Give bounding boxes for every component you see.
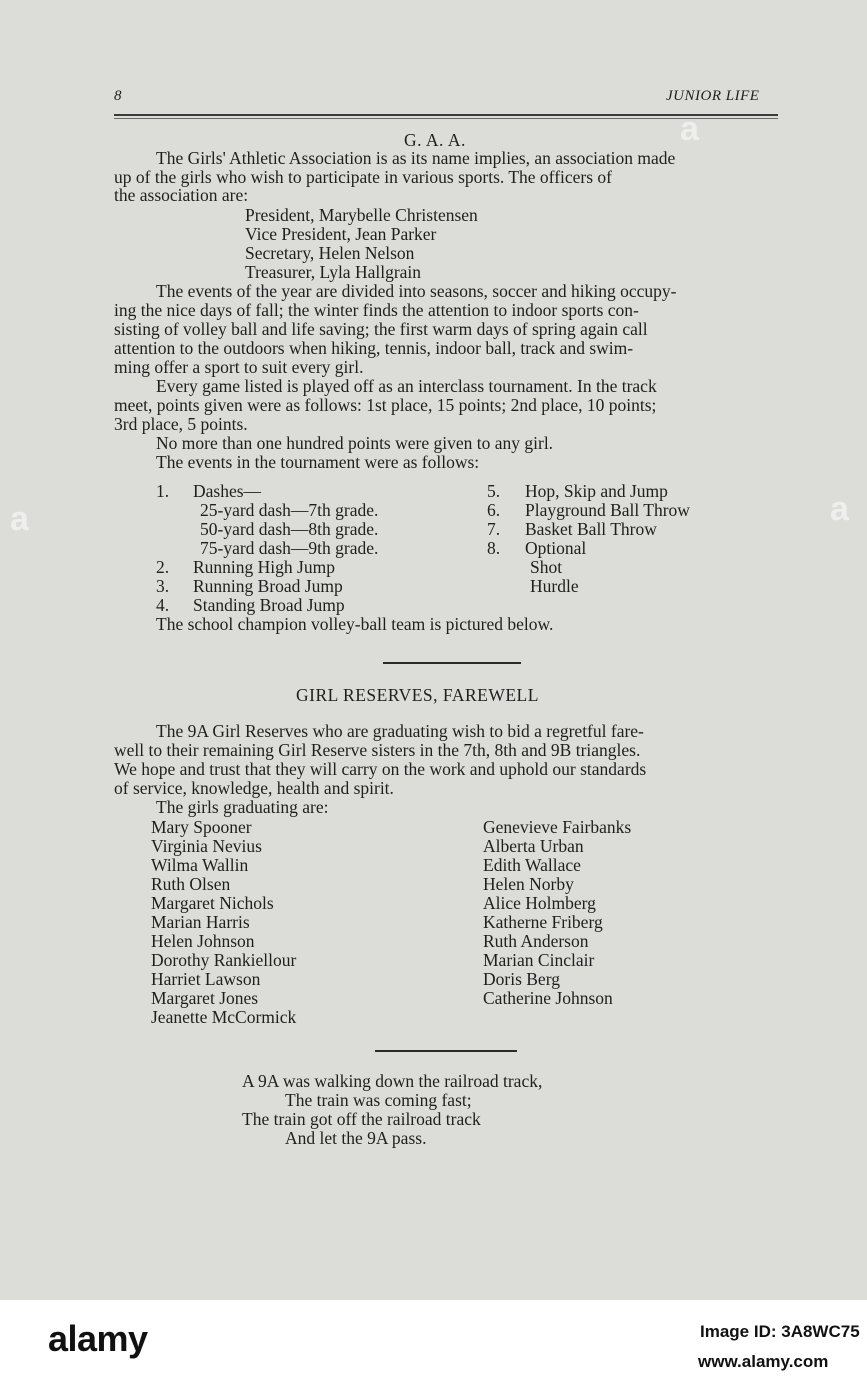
watermark-mark: a (10, 500, 29, 538)
page-number: 8 (114, 88, 122, 104)
list-item: Harriet Lawson (151, 969, 261, 989)
watermark-mark: a (830, 490, 849, 528)
text-line: attention to the outdoors when hiking, tennis, indoor ball, track and swim- (114, 338, 634, 358)
gaa-closing: The school champion volley-ball team is pictured below. (156, 614, 554, 634)
text-line: meet, points given were as follows: 1st place, 15 points; 2nd place, 10 points; (114, 395, 657, 415)
list-item: Optional (525, 538, 587, 558)
stock-footer (0, 1300, 867, 1390)
officer-president: President, Marybelle Christensen (245, 205, 478, 225)
text-line: up of the girls who wish to participate in various sports. The officers of (114, 166, 613, 187)
list-num: 5. (487, 481, 501, 501)
list-item: Helen Johnson (151, 931, 255, 951)
text-line: the association are: (114, 185, 249, 206)
site-url: www.alamy.com (698, 1352, 829, 1371)
list-item: Dorothy Rankiellour (151, 950, 297, 970)
list-item: Genevieve Fairbanks (483, 817, 632, 837)
officer-secretary: Secretary, Helen Nelson (245, 243, 415, 263)
list-item: Hop, Skip and Jump (525, 481, 668, 501)
list-item: Playground Ball Throw (525, 500, 690, 520)
graduating-intro: The girls graduating are: (156, 797, 329, 817)
list-item: Dashes— (193, 481, 262, 501)
list-num: 2. (156, 557, 170, 577)
list-item: 50-yard dash—8th grade. (200, 519, 379, 539)
list-item: Catherine Johnson (483, 988, 613, 1008)
list-item: Marian Harris (151, 912, 250, 932)
list-item: Margaret Nichols (151, 893, 274, 913)
text-line: sisting of volley ball and life saving; the first warm days of spring again call (114, 319, 648, 339)
list-item: 75-yard dash—9th grade. (200, 538, 379, 558)
list-item: Helen Norby (483, 874, 574, 894)
image-id: Image ID: 3A8WC75 (700, 1322, 860, 1341)
text-line: The 9A Girl Reserves who are graduating wish to bid a regretful fare- (156, 721, 644, 741)
events-intro: The events in the tournament were as follows: (156, 452, 480, 472)
text-line: of service, knowledge, health and spirit. (114, 778, 394, 798)
officer-vice-president: Vice President, Jean Parker (245, 224, 437, 244)
alamy-logo: alamy (48, 1318, 148, 1359)
poem-line: And let the 9A pass. (285, 1128, 427, 1148)
poem-line: The train got off the railroad track (242, 1109, 481, 1129)
list-item: Basket Ball Throw (525, 519, 657, 539)
list-item: Jeanette McCormick (151, 1007, 297, 1027)
list-item: 25-yard dash—7th grade. (200, 500, 379, 520)
points-limit: No more than one hundred points were given to any girl. (156, 433, 554, 453)
list-item: Shot (530, 557, 563, 577)
list-item: Alberta Urban (483, 836, 584, 856)
list-num: 7. (487, 519, 501, 539)
list-item: Ruth Anderson (483, 931, 589, 951)
list-item: Marian Cinclair (483, 950, 595, 970)
text-line: We hope and trust that they will carry on the work and uphold our standards (114, 759, 647, 779)
girl-reserves-heading: GIRL RESERVES, FAREWELL (296, 685, 539, 705)
list-num: 6. (487, 500, 501, 520)
list-item: Hurdle (530, 576, 579, 596)
header-rule (114, 114, 778, 116)
list-item: Running High Jump (193, 557, 335, 577)
text-line: The events of the year are divided into seasons, soccer and hiking occupy- (156, 281, 677, 301)
text-line: 3rd place, 5 points. (114, 414, 248, 434)
list-item: Doris Berg (483, 969, 560, 989)
list-item: Margaret Jones (151, 988, 259, 1008)
list-item: Edith Wallace (483, 855, 581, 875)
list-item: Standing Broad Jump (193, 595, 345, 615)
section-divider (375, 1050, 517, 1052)
text-line: Every game listed is played off as an interclass tournament. In the track (156, 376, 657, 396)
poem-line: The train was coming fast; (285, 1090, 472, 1110)
running-title: JUNIOR LIFE (666, 88, 760, 104)
list-num: 4. (156, 595, 170, 615)
officer-treasurer: Treasurer, Lyla Hallgrain (245, 262, 422, 282)
section-divider (383, 662, 521, 664)
list-item: Wilma Wallin (151, 855, 249, 875)
list-item: Mary Spooner (151, 817, 252, 837)
watermark-mark: a (680, 110, 699, 148)
header-rule-thin (114, 118, 778, 119)
poem-line: A 9A was walking down the railroad track, (242, 1071, 543, 1091)
list-item: Katherne Friberg (483, 912, 603, 932)
list-item: Alice Holmberg (483, 893, 596, 913)
list-item: Ruth Olsen (151, 874, 231, 894)
list-num: 3. (156, 576, 170, 596)
list-item: Running Broad Jump (193, 576, 343, 596)
text-line: ing the nice days of fall; the winter finds the attention to indoor sports con- (114, 300, 639, 320)
text-line: ming offer a sport to suit every girl. (114, 357, 364, 377)
gaa-heading: G. A. A. (404, 130, 466, 150)
text-line: The Girls' Athletic Association is as its name implies, an association made (156, 148, 676, 168)
list-num: 1. (156, 481, 170, 501)
list-item: Virginia Nevius (151, 836, 262, 856)
list-num: 8. (487, 538, 501, 558)
text-line: well to their remaining Girl Reserve sisters in the 7th, 8th and 9B triangles. (114, 740, 641, 760)
